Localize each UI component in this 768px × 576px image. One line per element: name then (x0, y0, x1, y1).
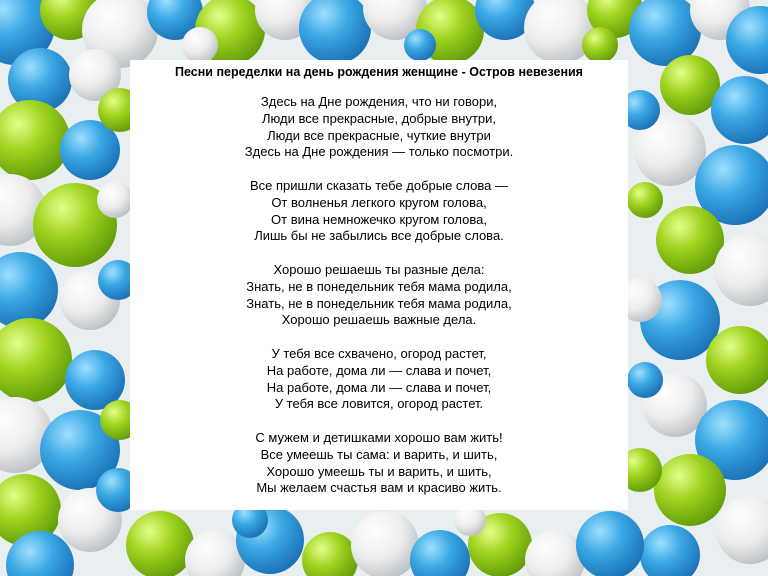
decorative-bubble (656, 206, 724, 274)
stanza-2 (130, 178, 628, 245)
decorative-bubble (640, 525, 700, 576)
lyric-line: Здесь на Дне рождения — только посмотри. (244, 144, 514, 160)
decorative-bubble (627, 182, 663, 218)
stanza-4 (130, 346, 628, 413)
decorative-bubble (351, 511, 419, 576)
lyric-line: Все умеешь ты сама: и варить, и шить, (260, 446, 498, 462)
lyric-line: Здесь на Дне рождения, что ни говори, (260, 94, 498, 109)
decorative-bubble (97, 182, 133, 218)
decorative-bubble (576, 511, 644, 576)
decorative-bubble (660, 55, 720, 115)
decorative-bubble (126, 511, 194, 576)
lyric-line: От вина немножечко кругом голова, (271, 211, 487, 227)
stanza-5 (130, 430, 628, 497)
lyric-line: У тебя все ловится, огород растет. (274, 396, 484, 412)
lyric-line: На работе, дома ли — слава и почет, (266, 379, 492, 395)
decorative-bubble (410, 530, 470, 576)
lyric-line: Люди все прекрасные, чуткие внутри (267, 127, 491, 143)
lyric-line: На работе, дома ли — слава и почет, (266, 362, 492, 378)
lyric-line: Хорошо решаешь ты разные дела: (273, 262, 485, 277)
lyric-line: Люди все прекрасные, добрые внутри, (262, 110, 496, 126)
decorative-bubble (582, 27, 618, 63)
lyric-line: От волненья легкого кругом голова, (271, 194, 487, 210)
stanza-1 (130, 94, 628, 161)
decorative-bubble (654, 454, 726, 526)
decorative-bubble (404, 29, 436, 61)
decorative-bubble (716, 496, 768, 564)
lyric-line: С мужем и детишками хорошо вам жить! (255, 430, 503, 445)
decorative-bubble (627, 362, 663, 398)
lyrics-card (130, 60, 628, 510)
decorative-bubble (185, 530, 245, 576)
lyric-line: Лишь бы не забылись все добрые слова. (254, 228, 504, 244)
lyric-line: Знать, не в понедельник тебя мама родила, (246, 278, 512, 294)
decorative-bubble (302, 532, 358, 576)
lyric-line: Мы желаем счастья вам и красиво жить. (256, 480, 502, 496)
lyric-line: Хорошо решаешь важные дела. (281, 312, 477, 328)
lyric-line: Все пришли сказать тебе добрые слова — (249, 178, 508, 193)
decorative-bubble (182, 27, 218, 63)
decorative-bubble (299, 0, 371, 64)
decorative-bubble (0, 318, 72, 402)
song-title: Песни переделки на день рождения женщине - Остров невезения (175, 65, 583, 79)
lyric-line: У тебя все схвачено, огород растет, (271, 346, 487, 361)
stanza-3 (130, 262, 628, 329)
decorative-bubble (0, 252, 58, 328)
lyric-line: Хорошо умеешь ты и варить, и шить, (266, 463, 492, 479)
lyric-line: Знать, не в понедельник тебя мама родила, (246, 295, 512, 311)
decorative-bubble (0, 100, 70, 180)
decorative-bubble (525, 530, 585, 576)
